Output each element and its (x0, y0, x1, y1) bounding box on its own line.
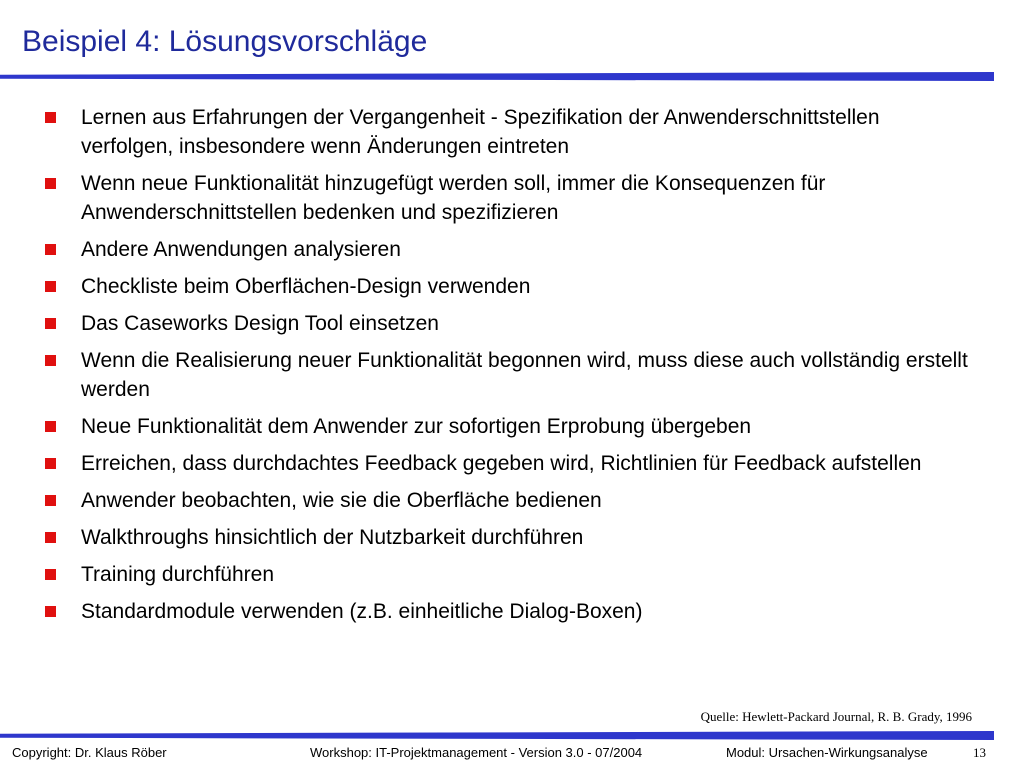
square-bullet-icon (45, 281, 56, 292)
bullet-item (45, 412, 975, 441)
square-bullet-icon (45, 355, 56, 366)
bullet-text: Neue Funktionalität dem Anwender zur sofortigen Erprobung übergeben (81, 415, 752, 438)
bullet-item (45, 346, 975, 404)
square-bullet-icon (45, 495, 56, 506)
footer-module: Modul: Ursachen-Wirkungsanalyse (726, 745, 928, 760)
square-bullet-icon (45, 244, 56, 255)
bullet-item (45, 235, 975, 264)
bullet-text: Checkliste beim Oberflächen-Design verwenden (81, 275, 531, 298)
bullet-item (45, 486, 975, 515)
bullet-item (45, 309, 975, 338)
bullet-text: Wenn neue Funktionalität hinzugefügt werden soll, immer die Konsequenzen für Anwenderschnittstellen bedenken und spezifizieren (81, 172, 826, 224)
square-bullet-icon (45, 606, 56, 617)
bullet-item (45, 560, 975, 589)
square-bullet-icon (45, 569, 56, 580)
footer-workshop: Workshop: IT-Projektmanagement - Version 3.0 - 07/2004 (310, 745, 643, 760)
bullet-text: Standardmodule verwenden (z.B. einheitliche Dialog-Boxen) (81, 600, 643, 623)
bullet-item (45, 523, 975, 552)
bullet-text: Walkthroughs hinsichtlich der Nutzbarkeit durchführen (81, 526, 584, 549)
bullet-text: Lernen aus Erfahrungen der Vergangenheit - Spezifikation der Anwenderschnittstellen verfolgen, insbesondere wenn Änderungen eintreten (81, 106, 880, 158)
bullet-text: Anwender beobachten, wie sie die Oberfläche bedienen (81, 489, 602, 512)
slide-title: Beispiel 4: Lösungsvorschläge (22, 25, 428, 58)
bullet-list (45, 103, 975, 634)
bullet-text: Wenn die Realisierung neuer Funktionalität begonnen wird, muss diese auch vollständig erstellt werden (81, 349, 968, 401)
footer-rule (0, 731, 994, 740)
title-rule (0, 72, 994, 81)
page-number: 13 (973, 745, 986, 760)
square-bullet-icon (45, 112, 56, 123)
square-bullet-icon (45, 532, 56, 543)
square-bullet-icon (45, 421, 56, 432)
bullet-text: Das Caseworks Design Tool einsetzen (81, 312, 439, 335)
source-citation: Quelle: Hewlett-Packard Journal, R. B. Grady, 1996 (700, 709, 972, 724)
bullet-text: Andere Anwendungen analysieren (81, 238, 401, 261)
bullet-item (45, 597, 975, 626)
bullet-item (45, 103, 975, 161)
bullet-text: Erreichen, dass durchdachtes Feedback gegeben wird, Richtlinien für Feedback aufstellen (81, 452, 922, 475)
square-bullet-icon (45, 318, 56, 329)
bullet-item (45, 449, 975, 478)
square-bullet-icon (45, 178, 56, 189)
square-bullet-icon (45, 458, 56, 469)
bullet-text: Training durchführen (81, 563, 274, 586)
bullet-item (45, 169, 975, 227)
footer-copyright: Copyright: Dr. Klaus Röber (12, 745, 167, 760)
bullet-item (45, 272, 975, 301)
